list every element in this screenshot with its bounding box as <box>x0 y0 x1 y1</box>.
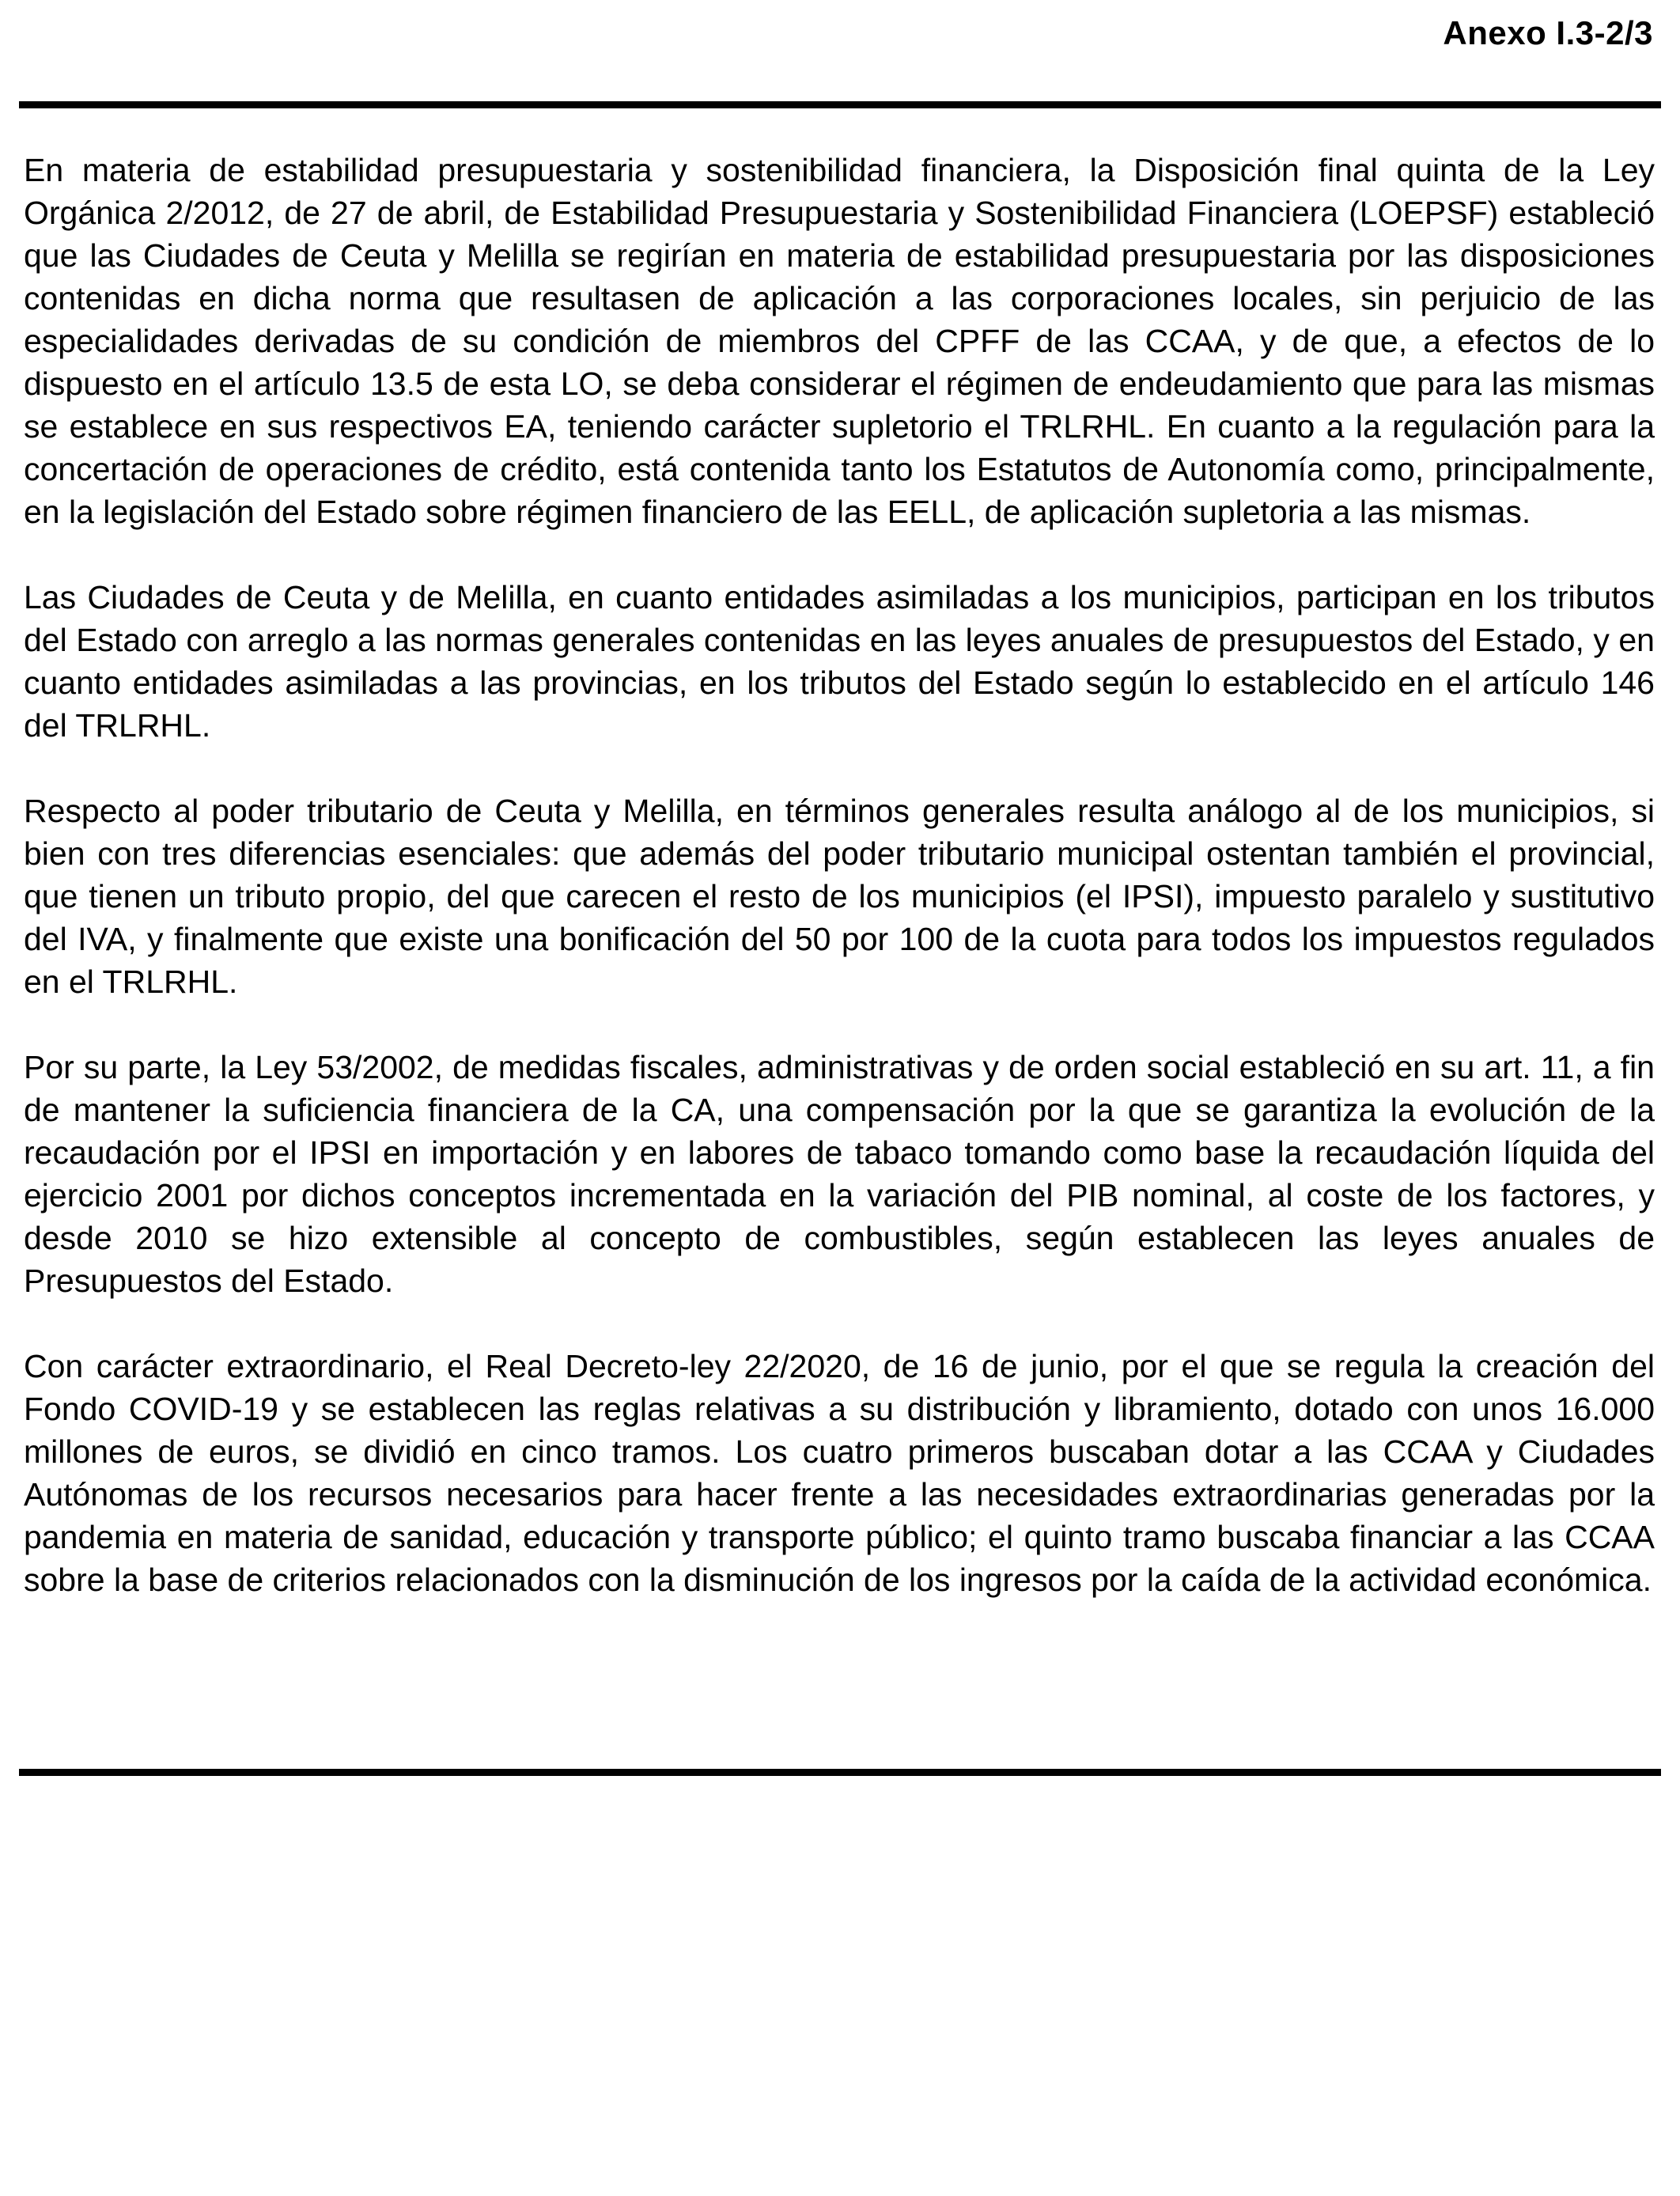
top-divider <box>19 101 1661 108</box>
paragraph-stability: En materia de estabilidad presupuestaria y sostenibilidad financiera, la Disposición final quinta de la Ley Orgánica 2/2012, de 27 de abril, de Estabilidad Presupuestaria y Sostenibilidad Financiera (LOEPSF) estableció que las Ciudades de Ceuta y Melilla se regirían en materia de estabilidad presupuestaria por las disposiciones contenidas en dicha norma que resultasen de aplicación a las corporaciones locales, sin perjuicio de las especialidades derivadas de su condición de miembros del CPFF de las CCAA, y de que, a efectos de lo dispuesto en el artículo 13.5 de esta LO, se deba considerar el régimen de endeudamiento que para las mismas se establece en sus respectivos EA, teniendo carácter supletorio el TRLRHL. En cuanto a la regulación para la concertación de operaciones de crédito, está contenida tanto los Estatutos de Autonomía como, principalmente, en la legislación del Estado sobre régimen financiero de las EELL, de aplicación supletoria a las mismas. <box>24 152 1655 530</box>
paragraph-state-taxes: Las Ciudades de Ceuta y de Melilla, en cuanto entidades asimiladas a los municipios, participan en los tributos del Estado con arreglo a las normas generales contenidas en las leyes anuales de presupuestos del Estado, y en cuanto entidades asimiladas a las provincias, en los tributos del Estado según lo establecido en el artículo 146 del TRLRHL. <box>24 579 1655 744</box>
bottom-divider <box>19 1769 1661 1776</box>
annex-label: Anexo I.3-2/3 <box>1443 14 1653 51</box>
paragraph-compensation: Por su parte, la Ley 53/2002, de medidas fiscales, administrativas y de orden social estableció en su art. 11, a fin de mantener la suficiencia financiera de la CA, una compensación por la que se garantiza la evolución de la recaudación por el IPSI en importación y en labores de tabaco tomando como base la recaudación líquida del ejercicio 2001 por dichos conceptos incrementada en la variación del PIB nominal, al coste de los factores, y desde 2010 se hizo extensible al concepto de combustibles, según establecen las leyes anuales de Presupuestos del Estado. <box>24 1049 1655 1299</box>
paragraph-tax-power: Respecto al poder tributario de Ceuta y Melilla, en términos generales resulta análogo al de los municipios, si bien con tres diferencias esenciales: que además del poder tributario municipal ostentan también el provincial, que tienen un tributo propio, del que carecen el resto de los municipios (el IPSI), impuesto paralelo y sustitutivo del IVA, y finalmente que existe una bonificación del 50 por 100 de la cuota para todos los impuestos regulados en el TRLRHL. <box>24 793 1655 1000</box>
paragraph-covid-fund: Con carácter extraordinario, el Real Decreto-ley 22/2020, de 16 de junio, por el que se regula la creación del Fondo COVID-19 y se establecen las reglas relativas a su distribución y libramiento, dotado con unos 16.000 millones de euros, se dividió en cinco tramos. Los cuatro primeros buscaban dotar a las CCAA y Ciudades Autónomas de los recursos necesarios para hacer frente a las necesidades extraordinarias generadas por la pandemia en materia de sanidad, educación y transporte público; el quinto tramo buscaba financiar a las CCAA sobre la base de criterios relacionados con la disminución de los ingresos por la caída de la actividad económica. <box>24 1348 1655 1598</box>
body-text <box>24 149 1655 1601</box>
